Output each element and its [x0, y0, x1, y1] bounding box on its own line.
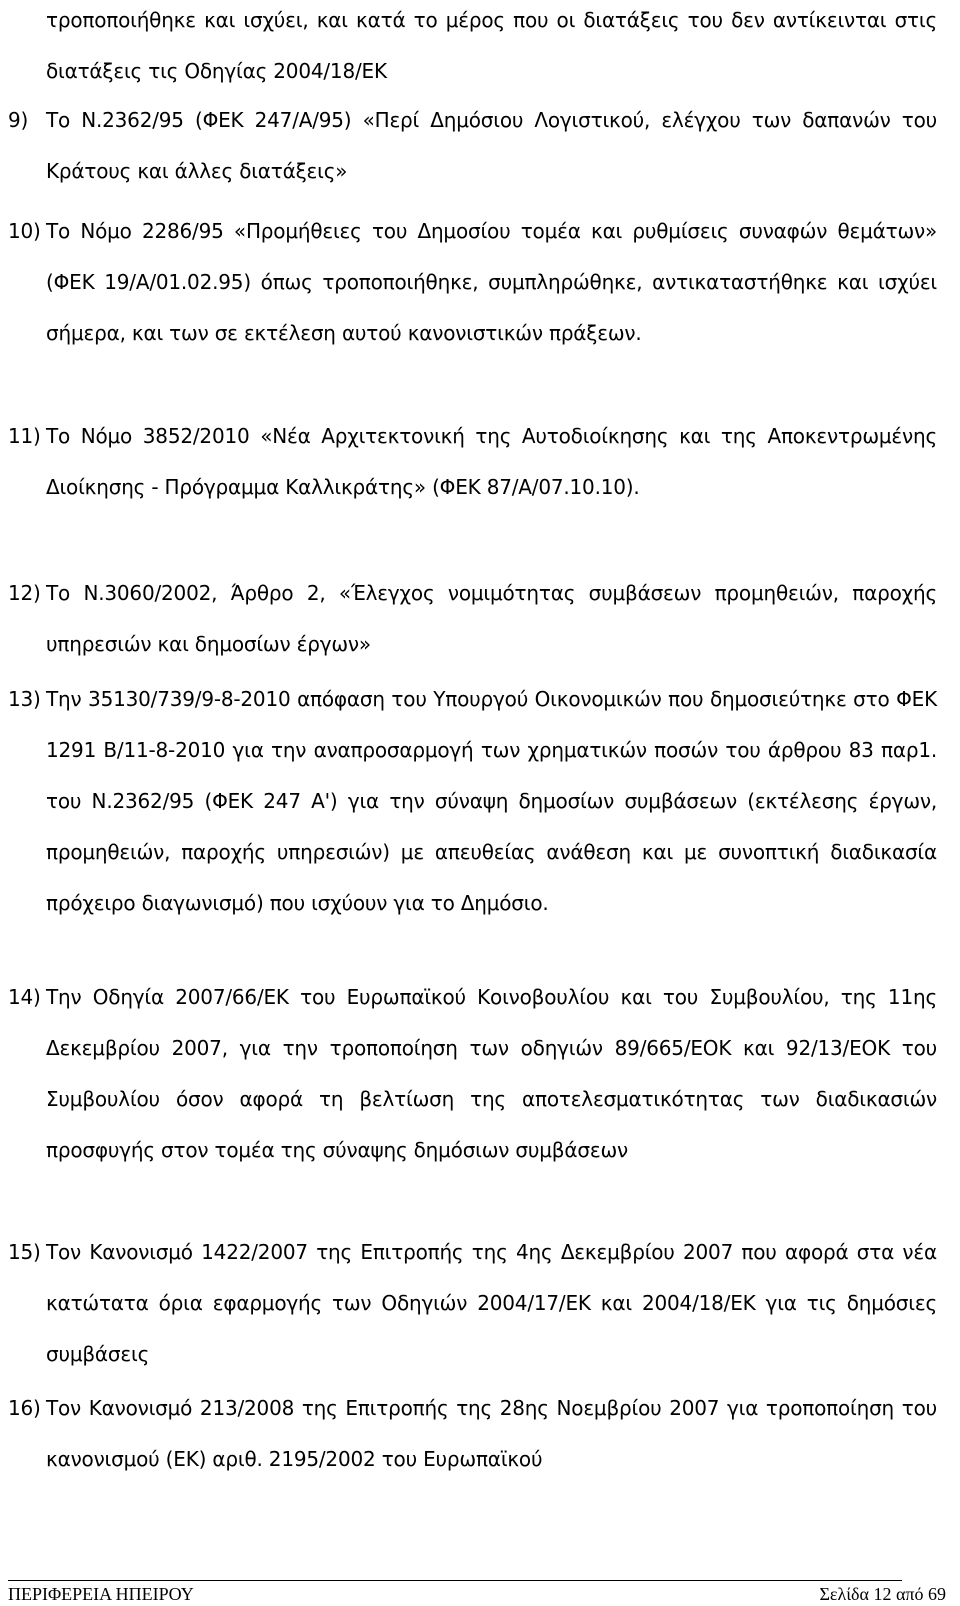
- footer-divider: [8, 1580, 902, 1581]
- list-item-text: Την 35130/739/9-8-2010 απόφαση του Υπουργού Οικονομικών που δημοσιεύτηκε στο ΦΕΚ 1291 Β/11-8-2010 για την αναπροσαρμογή των χρηματικών ποσών του άρθρου 83 παρ1. του Ν.2362/95 (ΦΕΚ 247 Α') για την σύναψη δημοσίων συμβάσεων (εκτέλεσης έργων, προμηθειών, παροχής υπηρεσιών) με απευθείας ανάθεση και με συνοπτική διαδικασία πρόχειρο διαγωνισμό) που ισχύουν για το Δημόσιο.: [46, 687, 937, 915]
- list-item-number: 10): [8, 219, 41, 243]
- list-item-number: 11): [8, 424, 41, 448]
- list-item-text: Τον Κανονισμό 1422/2007 της Επιτροπής της 4ης Δεκεμβρίου 2007 που αφορά στα νέα κατώτατα όρια εφαρμογής των Οδηγιών 2004/17/ΕΚ και 2004/18/ΕΚ για τις δημόσιες συμβάσεις: [46, 1240, 937, 1366]
- list-item-text: Το Ν.3060/2002, Άρθρο 2, «Έλεγχος νομιμότητας συμβάσεων προμηθειών, παροχής υπηρεσιών και δημοσίων έργων»: [46, 581, 937, 656]
- list-item-number: 9): [8, 108, 29, 132]
- list-item-number: 14): [8, 985, 41, 1009]
- footer-organization: ΠΕΡΙΦΕΡΕΙΑ ΗΠΕΙΡΟΥ: [8, 1584, 194, 1604]
- list-item-number: 15): [8, 1240, 41, 1264]
- list-item-text: Την Οδηγία 2007/66/ΕΚ του Ευρωπαϊκού Κοινοβουλίου και του Συμβουλίου, της 11ης Δεκεμβρίου 2007, για την τροποποίηση των οδηγιών 89/665/ΕΟΚ και 92/13/ΕΟΚ του Συμβουλίου όσον αφορά τη βελτίωση της αποτελεσματικότητας των διαδικασιών προσφυγής στον τομέα της σύναψης δημόσιων συμβάσεων: [46, 985, 937, 1162]
- list-item-text: Το Νόμο 3852/2010 «Νέα Αρχιτεκτονική της Αυτοδιοίκησης και της Αποκεντρωμένης Διοίκησης - Πρόγραμμα Καλλικράτης» (ΦΕΚ 87/Α/07.10.10).: [46, 424, 937, 499]
- list-item-text: Το Ν.2362/95 (ΦΕΚ 247/Α/95) «Περί Δημόσιου Λογιστικού, ελέγχου των δαπανών του Κράτους και άλλες διατάξεις»: [46, 108, 937, 183]
- list-item-number: 12): [8, 581, 41, 605]
- list-item-number: 13): [8, 687, 41, 711]
- footer-page-number: Σελίδα 12 από 69: [819, 1584, 946, 1604]
- intro-paragraph: τροποποιήθηκε και ισχύει, και κατά το μέρος που οι διατάξεις του δεν αντίκεινται στις διατάξεις τις Οδηγίας 2004/18/ΕΚ: [46, 8, 937, 83]
- list-item-text: Τον Κανονισμό 213/2008 της Επιτροπής της 28ης Νοεμβρίου 2007 για τροποποίηση του κανονισμού (ΕΚ) αριθ. 2195/2002 του Ευρωπαϊκού: [46, 1396, 937, 1471]
- list-item-text: Το Νόμο 2286/95 «Προμήθειες του Δημοσίου τομέα και ρυθμίσεις συναφών θεμάτων» (ΦΕΚ 19/Α/01.02.95) όπως τροποποιήθηκε, συμπληρώθηκε, αντικαταστήθηκε και ισχύει σήμερα, και των σε εκτέλεση αυτού κανονιστικών πράξεων.: [46, 219, 937, 345]
- list-item-number: 16): [8, 1396, 41, 1420]
